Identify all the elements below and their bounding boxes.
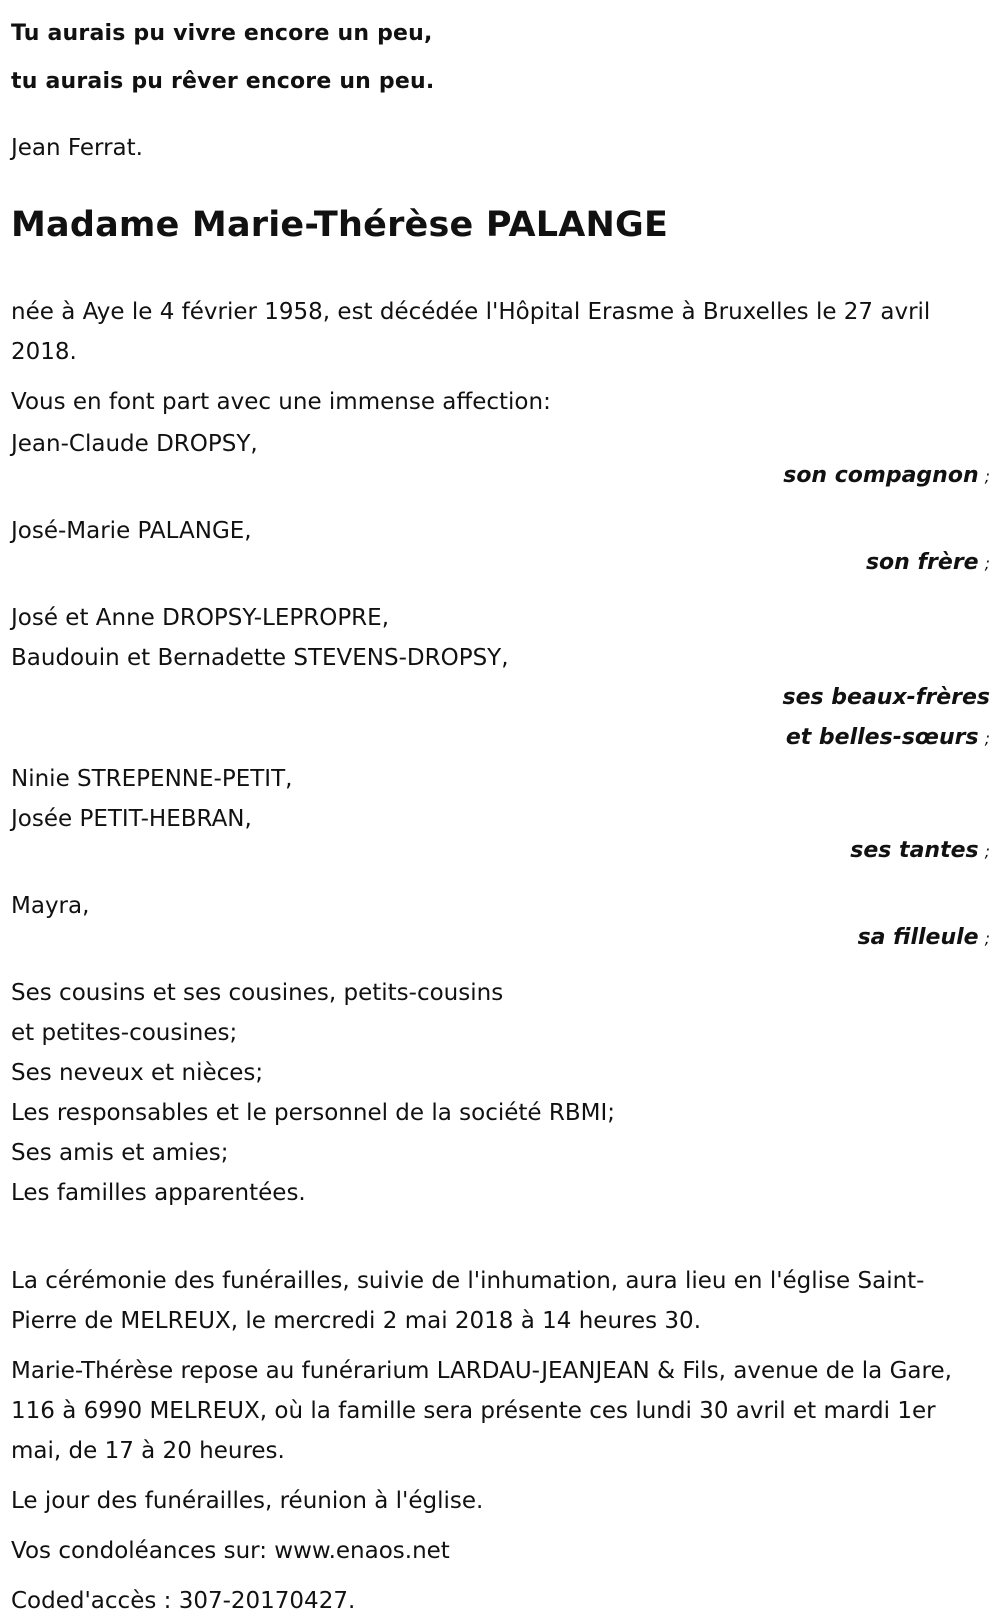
list-item: Ses neveux et nièces; [11,1060,264,1086]
family-name: Jean-Claude DROPSY, [11,431,258,457]
family-relation: sa filleule ; [857,925,990,950]
poem [11,0,990,106]
family-name: Josée PETIT-HEBRAN, [11,806,252,832]
family-relation: ses tantes ; [850,838,990,863]
deceased-name: Madame Marie-Thérèse PALANGE [11,205,669,245]
family-group-goddaughter [11,886,990,959]
family-name: Ninie STREPENNE-PETIT, [11,766,293,792]
announcement-intro: Vous en font part avec une immense affection: [11,389,551,415]
poem-line-1: Tu aurais pu vivre encore un peu, [11,21,433,46]
funerarium-info: Marie-Thérèse repose au funérarium LARDAU-JEANJEAN & Fils, avenue de la Gare, 116 à 6990 MELREUX, où la famille sera présente ces lundi 30 avril et mardi 1er mai, de 17 à 20 heures. [11,1358,952,1464]
family-group-brother [11,511,990,584]
family-relation: son compagnon ; [783,463,990,488]
family-group-companion [11,424,990,497]
poem-author: Jean Ferrat. [11,135,143,161]
family-group-in-laws [11,598,990,759]
condolences-info: Vos condoléances sur: www.enaos.net [11,1538,450,1564]
list-item: Ses cousins et ses cousines, petits-cousins [11,980,504,1006]
meeting-info: Le jour des funérailles, réunion à l'église. [11,1488,484,1514]
ceremony-info: La cérémonie des funérailles, suivie de l'inhumation, aura lieu en l'église Saint-Pierre de MELREUX, le mercredi 2 mai 2018 à 14 heures 30. [11,1268,925,1334]
other-mourners-list [11,973,990,1213]
family-name: Baudouin et Bernadette STEVENS-DROPSY, [11,645,509,671]
family-name: José-Marie PALANGE, [11,518,252,544]
list-item: Ses amis et amies; [11,1140,229,1166]
poem-line-2: tu aurais pu rêver encore un peu. [11,69,435,94]
list-item: Les familles apparentées. [11,1180,306,1206]
list-item: et petites-cousines; [11,1020,238,1046]
family-relation: son frère ; [865,550,990,575]
family-relation: ses beaux-frères et belles-sœurs ; [782,685,990,750]
birth-death-statement: née à Aye le 4 février 1958, est décédée l'Hôpital Erasme à Bruxelles le 27 avril 2018. [11,299,931,365]
list-item: Les responsables et le personnel de la société RBMI; [11,1100,616,1126]
family-group-aunts [11,759,990,872]
access-code: Coded'accès : 307-20170427. [11,1588,356,1614]
family-name: Mayra, [11,893,90,919]
family-name: José et Anne DROPSY-LEPROPRE, [11,605,390,631]
